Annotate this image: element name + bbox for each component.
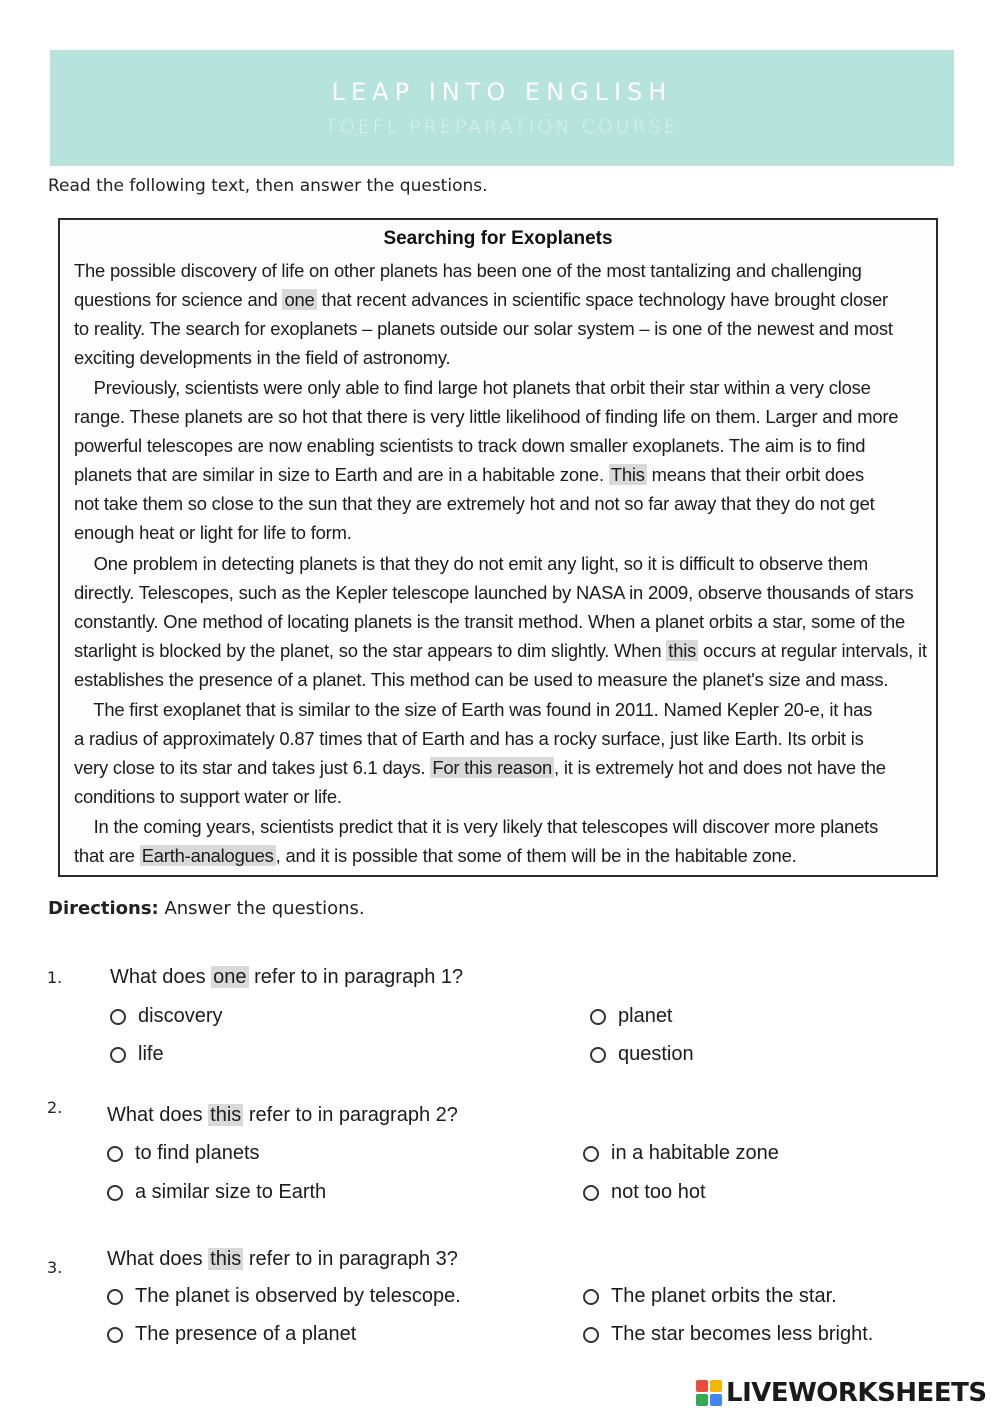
radio-button[interactable] bbox=[110, 1047, 126, 1063]
option-label: a similar size to Earth bbox=[135, 1181, 327, 1203]
text-segment: exciting developments in the field of astronomy. bbox=[74, 347, 451, 368]
passage-line bbox=[74, 406, 898, 428]
text-segment: powerful telescopes are now enabling scientists to track down smaller exoplanets. The aim is to find bbox=[74, 435, 866, 456]
text-segment: In the coming years, scientists predict that it is very likely that telescopes will discover more planets bbox=[74, 816, 879, 837]
passage-line bbox=[74, 464, 864, 486]
passage-line bbox=[74, 757, 886, 779]
question-text bbox=[107, 1248, 458, 1271]
text-segment: One problem in detecting planets is that they do not emit any light, so it is difficult to observe them bbox=[74, 553, 869, 574]
course-subtitle: TOEFL PREPARATION COURSE bbox=[325, 116, 679, 138]
text-segment: starlight is blocked by the planet, so the star appears to dim slightly. When bbox=[74, 640, 667, 661]
passage-line bbox=[74, 377, 871, 399]
reading-instruction: Read the following text, then answer the questions. bbox=[48, 176, 488, 196]
highlighted-word: For this reason bbox=[432, 757, 552, 778]
passage-line bbox=[74, 611, 905, 633]
radio-button[interactable] bbox=[107, 1146, 123, 1162]
text-segment: occurs at regular intervals, it bbox=[698, 640, 927, 661]
logo-text: LIVEWORKSHEETS bbox=[726, 1378, 987, 1408]
text-segment: planets that are similar in size to Earth and are in a habitable zone. bbox=[74, 464, 609, 485]
answer-option[interactable] bbox=[583, 1285, 837, 1308]
passage-line bbox=[74, 435, 865, 457]
passage-line bbox=[74, 786, 342, 808]
logo-square-2 bbox=[710, 1380, 722, 1392]
answer-option[interactable] bbox=[107, 1323, 356, 1346]
passage-line bbox=[74, 493, 875, 515]
option-label: not too hot bbox=[611, 1181, 706, 1203]
passage-line bbox=[74, 728, 864, 750]
option-label: planet bbox=[618, 1005, 673, 1027]
question-text bbox=[107, 1104, 458, 1127]
header-banner bbox=[50, 50, 954, 166]
radio-button[interactable] bbox=[583, 1146, 599, 1162]
highlighted-word: one bbox=[213, 966, 247, 988]
answer-option[interactable] bbox=[110, 1005, 222, 1028]
highlighted-word: one bbox=[284, 289, 315, 310]
text-segment: range. These planets are so hot that there is very little likelihood of finding life on them. Larger and more bbox=[74, 406, 899, 427]
answer-option[interactable] bbox=[583, 1142, 779, 1165]
answer-option[interactable] bbox=[110, 1043, 164, 1066]
text-segment: not take them so close to the sun that they are extremely hot and not so far away that they do not get bbox=[74, 493, 875, 514]
option-label: question bbox=[618, 1043, 694, 1065]
text-segment: directly. Telescopes, such as the Kepler telescope launched by NASA in 2009, observe thousands of stars bbox=[74, 582, 914, 603]
text-segment: What does bbox=[107, 1248, 209, 1270]
text-segment: enough heat or light for life to form. bbox=[74, 522, 352, 543]
passage-line bbox=[74, 522, 352, 544]
radio-button[interactable] bbox=[590, 1047, 606, 1063]
highlighted-word: This bbox=[610, 464, 645, 485]
answer-option[interactable] bbox=[107, 1285, 461, 1308]
text-segment: a radius of approximately 0.87 times that of Earth and has a rocky surface, just like Earth. Its orbit is bbox=[74, 728, 864, 749]
radio-button[interactable] bbox=[107, 1289, 123, 1305]
passage-line bbox=[74, 289, 888, 311]
answer-option[interactable] bbox=[590, 1005, 673, 1028]
option-label: The planet orbits the star. bbox=[611, 1285, 837, 1307]
answer-option[interactable] bbox=[583, 1323, 873, 1346]
question-number: 2. bbox=[47, 1098, 63, 1117]
passage-line bbox=[74, 347, 450, 369]
option-label: to find planets bbox=[135, 1142, 260, 1164]
highlighted-word: this bbox=[210, 1104, 242, 1126]
liveworksheets-logo[interactable] bbox=[696, 1378, 987, 1408]
radio-button[interactable] bbox=[107, 1185, 123, 1201]
text-segment: constantly. One method of locating planets is the transit method. When a planet orbits a star, some of the bbox=[74, 611, 906, 632]
option-label: The presence of a planet bbox=[135, 1323, 357, 1345]
answer-option[interactable] bbox=[583, 1181, 706, 1204]
text-segment: , it is extremely hot and does not have the bbox=[554, 757, 886, 778]
text-segment: refer to in paragraph 2? bbox=[243, 1104, 458, 1126]
passage-line bbox=[74, 582, 914, 604]
directions bbox=[48, 898, 365, 919]
option-label: The star becomes less bright. bbox=[611, 1323, 874, 1345]
highlighted-word: Earth-analogues bbox=[141, 845, 274, 866]
question-number: 1. bbox=[47, 968, 63, 987]
radio-button[interactable] bbox=[107, 1327, 123, 1343]
text-segment: The first exoplanet that is similar to the size of Earth was found in 2011. Named Kepler 20-e, it has bbox=[74, 699, 873, 720]
option-label: life bbox=[138, 1043, 164, 1065]
passage-line bbox=[74, 640, 927, 662]
highlighted-word: this bbox=[668, 640, 697, 661]
radio-button[interactable] bbox=[583, 1327, 599, 1343]
text-segment: means that their orbit does bbox=[646, 464, 864, 485]
passage-line bbox=[74, 553, 868, 575]
answer-option[interactable] bbox=[590, 1043, 694, 1066]
text-segment: to reality. The search for exoplanets – planets outside our solar system – is one of the newest and most bbox=[74, 318, 893, 339]
passage-line bbox=[74, 845, 797, 867]
text-segment: conditions to support water or life. bbox=[74, 786, 342, 807]
passage-line bbox=[74, 669, 888, 691]
passage-title: Searching for Exoplanets bbox=[383, 228, 613, 249]
text-segment: , and it is possible that some of them will be in the habitable zone. bbox=[275, 845, 797, 866]
text-segment: that recent advances in scientific space technology have brought closer bbox=[316, 289, 888, 310]
passage-line bbox=[74, 318, 893, 340]
option-label: in a habitable zone bbox=[611, 1142, 779, 1164]
logo-square-3 bbox=[696, 1394, 708, 1406]
text-segment: refer to in paragraph 1? bbox=[248, 966, 464, 988]
text-segment: Previously, scientists were only able to find large hot planets that orbit their star within a very close bbox=[74, 377, 871, 398]
text-segment: What does bbox=[107, 1104, 209, 1126]
text-segment: The possible discovery of life on other planets has been one of the most tantalizing and challenging bbox=[74, 260, 862, 281]
radio-button[interactable] bbox=[590, 1009, 606, 1025]
directions-text: Answer the questions. bbox=[158, 898, 365, 919]
logo-square-4 bbox=[710, 1394, 722, 1406]
logo-icon bbox=[696, 1380, 722, 1406]
radio-button[interactable] bbox=[583, 1289, 599, 1305]
passage-line bbox=[74, 699, 872, 721]
text-segment: What does bbox=[110, 966, 212, 988]
text-segment: refer to in paragraph 3? bbox=[243, 1248, 458, 1270]
passage-line bbox=[74, 260, 862, 282]
reading-passage bbox=[58, 218, 938, 877]
question-number: 3. bbox=[47, 1258, 63, 1277]
radio-button[interactable] bbox=[583, 1185, 599, 1201]
text-segment: establishes the presence of a planet. This method can be used to measure the planet's size and mass. bbox=[74, 669, 889, 690]
highlighted-word: this bbox=[210, 1248, 242, 1270]
text-segment: questions for science and bbox=[74, 289, 283, 310]
text-segment: very close to its star and takes just 6.1 days. bbox=[74, 757, 431, 778]
question-text bbox=[110, 966, 463, 989]
option-label: The planet is observed by telescope. bbox=[135, 1285, 461, 1307]
passage-line bbox=[74, 816, 878, 838]
directions-label: Directions: bbox=[48, 898, 159, 919]
logo-square-1 bbox=[696, 1380, 708, 1392]
option-label: discovery bbox=[138, 1005, 223, 1027]
course-title: LEAP INTO ENGLISH bbox=[331, 78, 673, 106]
answer-option[interactable] bbox=[107, 1142, 260, 1165]
radio-button[interactable] bbox=[110, 1009, 126, 1025]
answer-option[interactable] bbox=[107, 1181, 326, 1204]
text-segment: that are bbox=[74, 845, 140, 866]
